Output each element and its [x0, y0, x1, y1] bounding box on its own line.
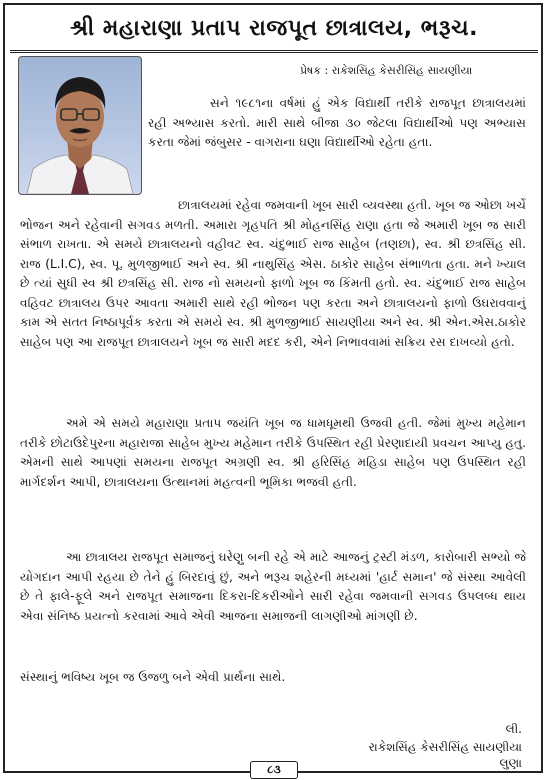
paragraph-2: છાત્રાલયમાં રહેવા જમવાની ખૂબ સારી વ્યવસ્થા હતી. ખૂબ જ ઓછા ખર્ચે ભોજન અને રહેવાની સગવડ મળતી. અમારા ગૃહપતિ શ્રી મોહનસિંહ રાણા હતા જે અમારી ખૂબ જ સારી સંભાળ રાખતા. એ સમયે છાત્રાલયનો વહીવટ સ્વ. ચંદુભાઈ રાજ સાહેબ (તણછા), સ્વ. શ્રી છત્રસિંહ સી. રાજ (L.I.C), સ્વ. પૂ. મુળજીભાઈ અને સ્વ. શ્રી નાથુસિંહ એસ. ઠાકોર સાહેબ સંભાળતા હતા. મને ખ્યાલ છે ત્યાં સુધી સ્વ શ્રી છત્રસિંહ સી. રાજ નો સમયનો ફાળો ખૂબ જ કિંમતી હતો. સ્વ. ચંદુભાઈ રાજ સાહેબ વહિવટ છાત્રાલય ઉપર આવતા અમારી સાથે રહી ભોજન પણ કરતા અને છાત્રાલયનો ફાળો ઉઘરાવવાનું કામ એ સતત નિષ્ઠાપૂર્વક કરતા એ સમયે સ્વ. શ્રી મુળજીભાઈ સાયણીયા અને સ્વ. શ્રી એન.એસ.ઠાકોર સાહેબ પણ આ રાજપૂત છાત્રાલયને ખૂબ જ સારી મદદ કરી, એને નિભાવવામાં સક્રિય રસ દાખવ્યો હતો. — [20, 198, 526, 349]
page-number: ૮૩ — [250, 761, 298, 779]
presenter-line: પ્રેષક : રાકેશસિંહ કેસરીસિંહ સાયણીયા — [300, 64, 473, 77]
portrait-image — [19, 57, 141, 194]
page-title: શ્રી મહારાણા પ્રતાપ રાજપૂત છાત્રાલય, ભરૂચ. — [10, 8, 538, 53]
paragraph-5: સંસ્થાનું ભવિષ્ય ખૂબ જ ઉજળુ બને એવી પ્રાર્થના સાથે. — [20, 670, 286, 684]
signature-name: રાકેશસિંહ કેસરીસિંહ સાયણીયા — [368, 740, 522, 754]
paragraph-3: અમે એ સમયે મહારાણા પ્રતાપ જયંતિ ખૂબ જ ધામધૂમથી ઉજવી હતી. જેમાં મુખ્ય મહેમાન તરીકે છોટાઉદેપુરના મહારાજા સાહેબ મુખ્ય મહેમાન તરીકે ઉપસ્થિત રહી પ્રેરણાદાયી પ્રવચન આપ્યુ હતુ. એમની સાથે આપણાં સમયના રાજપૂત અગ્રણી સ્વ. શ્રી હરિસિંહ મહિડા સાહેબ પણ ઉપસ્થિત રહી માર્ગદર્શન આપી, છાત્રાલયના ઉત્થાનમાં મહત્વની ભૂમિકા ભજવી હતી. — [20, 416, 526, 489]
signature-closing: લી. — [505, 722, 522, 736]
author-photo — [18, 56, 142, 195]
paragraph-1: સને ૧૯૮૧ના વર્ષમાં હું એક વિદ્યાર્થી તરીકે રાજપૂત છાત્રાલયમાં રહી અભ્યાસ કરતો. મારી સાથે બીજા ૩૦ જેટલા વિદ્યાર્થીઓ પણ અભ્યાસ કરતા જેમાં જંબુસર - વાગરાના ઘણા વિદ્યાર્થીઓ રહેતા હતા. — [148, 96, 526, 149]
paragraph-4: આ છાત્રાલય રાજપૂત સમાજનું ઘરેણુ બની રહે એ માટે આજનું ટ્રસ્ટી મંડળ, કારોબારી સભ્યો જે યોગદાન આપી રહયા છે તેને હું બિરદાવું છું, અને ભરૂચ શહેરની મધ્યમાં 'હાર્ટ સમાન' જે સંસ્થા આવેલી છે તે ફાલે-ફૂલે અને રાજપૂત સમાજના દિકરા-દિકરીઓને સારી રહેવા જમવાની સગવડ ઉપલબ્ધ થાય એવા સંનિષ્ઠ પ્રયત્નો કરવામાં આવે એવી આજના સમાજની લાગણીઓ માંગણી છે. — [20, 550, 526, 623]
signature-place: લુણા — [499, 756, 522, 770]
